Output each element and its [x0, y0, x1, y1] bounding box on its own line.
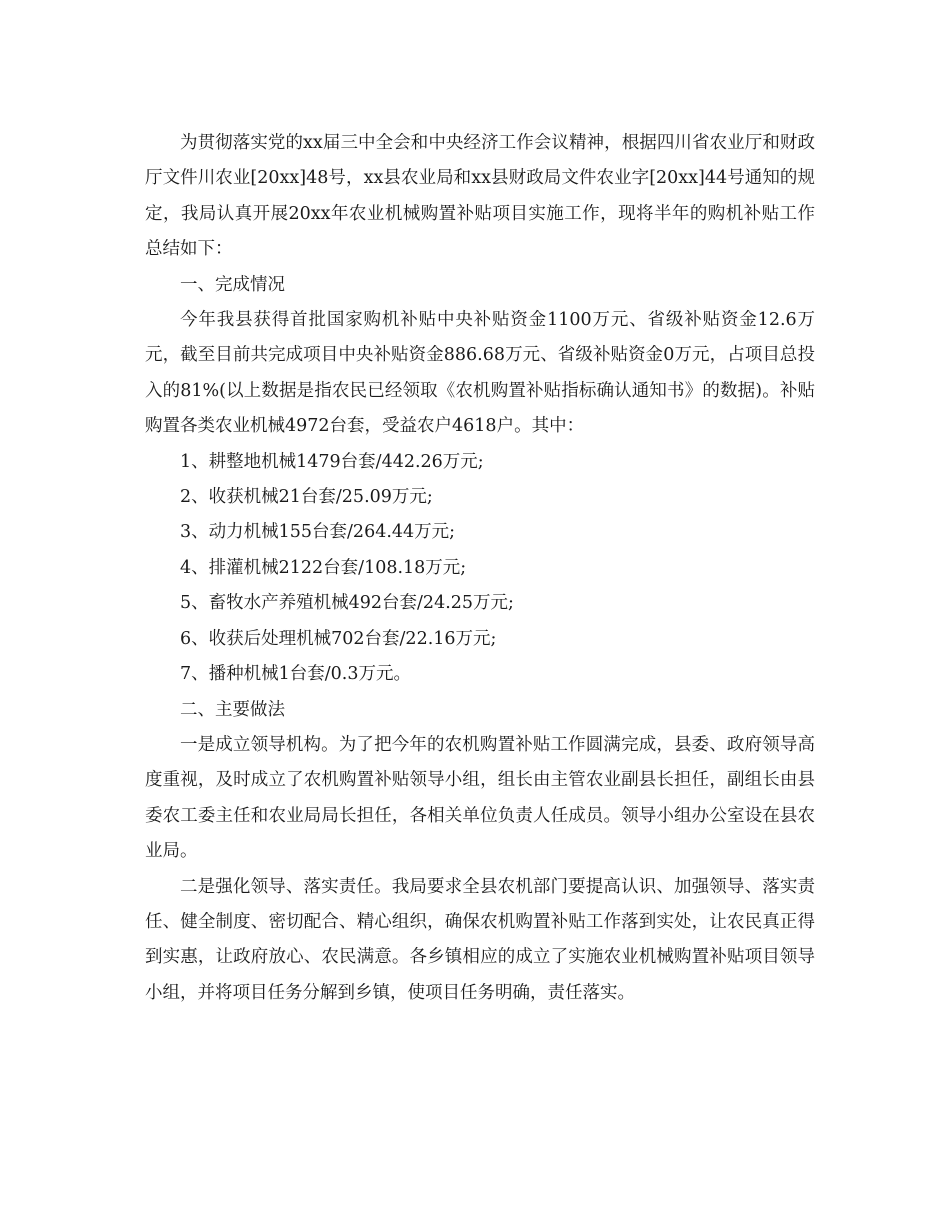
- list-item: 4、排灌机械2122台套/108.18万元;: [180, 557, 467, 578]
- list-item: 6、收获后处理机械702台套/22.16万元;: [180, 628, 497, 649]
- intro-paragraph: 为贯彻落实党的xx届三中全会和中央经济工作会议精神，根据四川省农业厅和财政厅文件川农业[20xx]48号，xx县农业局和xx县财政局文件农业字[20xx]44号通知的规定，我局认真开展20xx年农业机械购置补贴项目实施工作，现将半年的购机补贴工作总结如下：: [145, 133, 815, 260]
- list-item: 5、畜牧水产养殖机械492台套/24.25万元;: [180, 593, 514, 614]
- methods-paragraph-2: 二是强化领导、落实责任。我局要求全县农机部门要提高认识、加强领导、落实责任、健全制度、密切配合、精心组织，确保农机购置补贴工作落到实处，让农民真正得到实惠，让政府放心、农民满意。各乡镇相应的成立了实施农业机械购置补贴项目领导小组，并将项目任务分解到乡镇，使项目任务明确，责任落实。: [145, 876, 815, 1003]
- section-heading-completion: 一、完成情况: [180, 274, 285, 295]
- completion-paragraph: 今年我县获得首批国家购机补贴中央补贴资金1100万元、省级补贴资金12.6万元，截至目前共完成项目中央补贴资金886.68万元、省级补贴资金0万元，占项目总投入的81%(以上数据是指农民已经领取《农机购置补贴指标确认通知书》的数据)。补贴购置各类农业机械4972台套，受益农户4618户。其中：: [145, 310, 815, 437]
- list-item: 7、播种机械1台套/0.3万元。: [180, 664, 411, 685]
- section-heading-methods: 二、主要做法: [180, 699, 285, 720]
- list-item: 3、动力机械155台套/264.44万元;: [180, 522, 456, 543]
- list-item: 1、耕整地机械1479台套/442.26万元;: [180, 451, 484, 472]
- methods-paragraph-1: 一是成立领导机构。为了把今年的农机购置补贴工作圆满完成，县委、政府领导高度重视，及时成立了农机购置补贴领导小组，组长由主管农业副县长担任，副组长由县委农工委主任和农业局局长担任，各相关单位负责人任成员。领导小组办公室设在县农业局。: [145, 734, 815, 862]
- document-body: [145, 126, 815, 1011]
- list-item: 2、收获机械21台套/25.09万元;: [180, 487, 433, 508]
